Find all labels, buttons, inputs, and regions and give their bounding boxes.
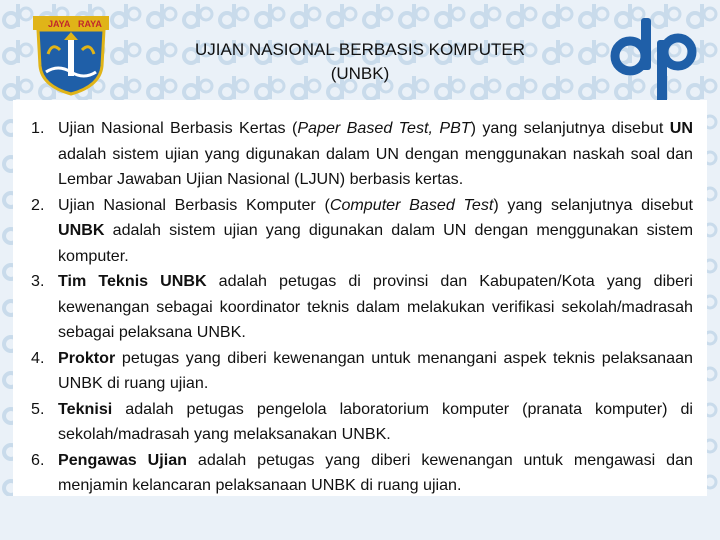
jakarta-emblem-logo [30,14,112,96]
item-text: ) yang selanjutnya disebut [470,119,670,137]
item-text: ) yang selanjutnya disebut [493,195,693,214]
item-number: 5. [31,399,45,418]
item-number: 6. [31,450,45,469]
definitions-list [31,116,693,499]
item-bold-term: Tim Teknis UNBK [58,272,207,290]
list-item [31,346,693,397]
item-text: adalah petugas pengelola laboratorium komputer (pranata komputer) di sekolah/madrasah yang melaksanakan UNBK. [58,399,693,443]
emblem-text-left: JAYA [48,19,71,29]
item-bold-term: Teknisi [58,399,113,418]
page-title [110,38,610,86]
item-bold-term: UNBK [58,221,105,239]
item-number: 2. [31,195,45,214]
list-item [31,193,693,270]
definitions-panel [13,100,707,496]
title-line-1: UJIAN NASIONAL BERBASIS KOMPUTER [195,40,525,59]
emblem-text-right: RAYA [78,19,102,29]
title-line-2: (UNBK) [330,64,390,83]
header [0,0,720,100]
item-text: Ujian Nasional Berbasis Komputer ( [58,195,330,214]
item-text: petugas yang diberi kewenangan untuk menangani aspek teknis pelaksanaan UNBK di ruang ujian. [58,348,693,392]
item-bold-term: UN [669,119,693,137]
list-item [31,448,693,499]
item-text: adalah sistem ujian yang digunakan dalam UN dengan menggunakan naskah soal dan Lembar Jawaban Ujian Nasional (LJUN) berbasis kertas. [58,144,693,188]
footer-band [0,496,720,540]
item-number: 4. [31,348,45,367]
list-item [31,397,693,448]
item-text: adalah petugas yang diberi kewenangan untuk mengawasi dan menjamin kelancaran pelaksanaan UNBK di ruang ujian. [58,450,694,494]
item-italic-text: Computer Based Test [329,195,494,214]
dp-logo [608,12,700,108]
item-text: adalah sistem ujian yang digunakan dalam UN dengan menggunakan sistem komputer. [58,221,693,265]
list-item [31,116,693,193]
item-number: 3. [31,272,45,290]
item-text: adalah petugas di provinsi dan Kabupaten/Kota yang diberi kewenangan sebagai koordinator teknis dalam melakukan verifikasi sekolah/madrasah sebagai pelaksana UNBK. [58,272,693,341]
item-number: 1. [31,119,45,137]
item-text: Ujian Nasional Berbasis Kertas ( [58,119,298,137]
list-item [31,269,693,346]
item-italic-text: Paper Based Test, PBT [297,119,471,137]
item-bold-term: Proktor [58,348,116,367]
item-bold-term: Pengawas Ujian [58,450,187,469]
